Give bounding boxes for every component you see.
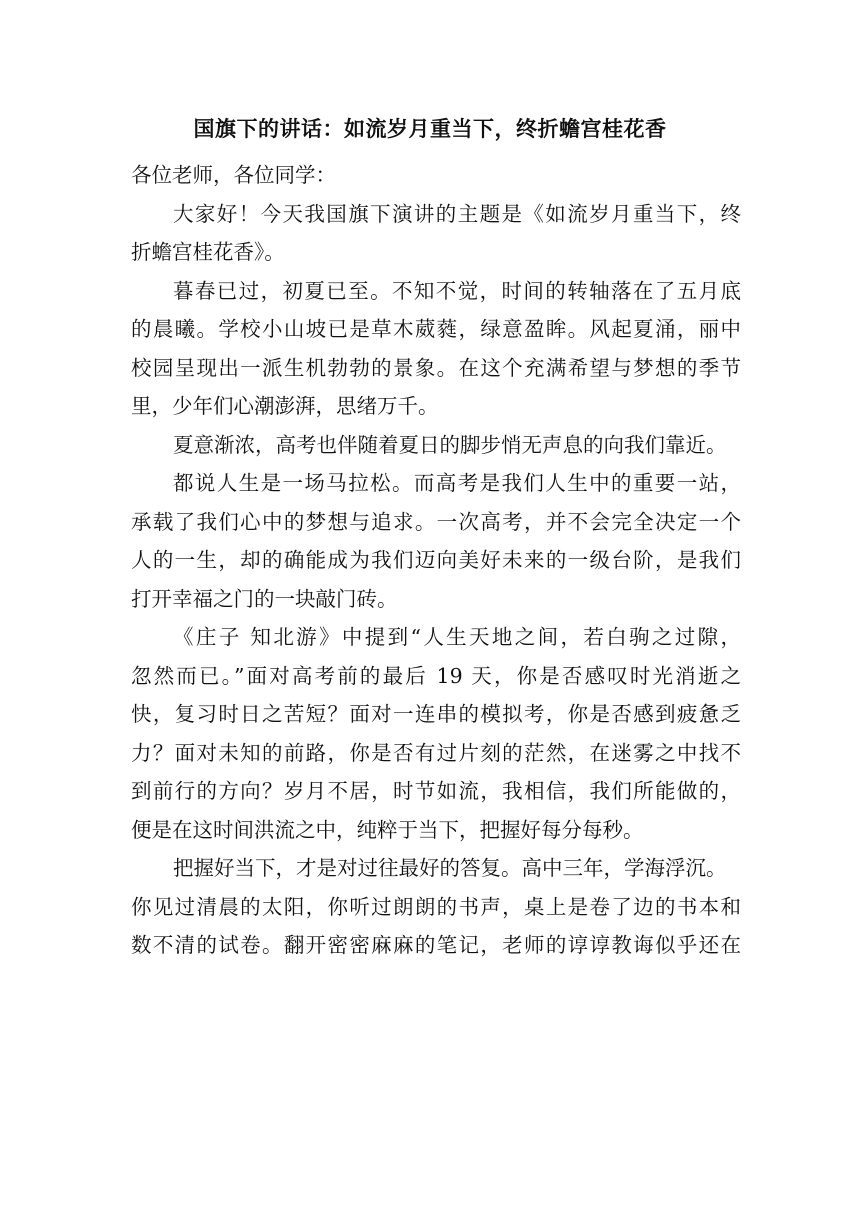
text-line: 力？面对未知的前路，你是否有过片刻的茫然，在迷雾之中找不 bbox=[131, 740, 741, 765]
salutation: 各位老师，各位同学： bbox=[131, 163, 336, 187]
text-line: 到前行的方向？岁月不居，时节如流，我相信，我们所能做的， bbox=[131, 779, 741, 803]
text-line: 人的一生，却的确能成为我们迈向美好未来的一级台阶，是我们 bbox=[131, 548, 741, 572]
text-line: 校园呈现出一派生机勃勃的景象。在这个充满希望与梦想的季节 bbox=[131, 355, 741, 380]
text-line: 便是在这时间洪流之中，纯粹于当下，把握好每分每秒。 bbox=[131, 817, 644, 842]
text-line: 你见过清晨的太阳，你听过朗朗的书声，桌上是卷了边的书本和 bbox=[131, 894, 741, 919]
text-line: 承载了我们心中的梦想与追求。一次高考，并不会完全决定一个 bbox=[131, 509, 741, 534]
text-line: 都说人生是一场马拉松。而高考是我们人生中的重要一站， bbox=[173, 471, 741, 495]
text-line: 把握好当下，才是对过往最好的答复。高中三年，学海浮沉。 bbox=[173, 856, 727, 880]
text-line: 《庄子 知北游》中提到“人生天地之间，若白驹之过隙， bbox=[173, 625, 741, 649]
text-line: 的晨曦。学校小山坡已是草木葳蕤，绿意盈眸。风起夏涌，丽中 bbox=[131, 317, 741, 341]
text-line: 忽然而已。”面对高考前的最后 19 天，你是否感叹时光消逝之 bbox=[131, 663, 741, 688]
text-line: 里，少年们心潮澎湃，思绪万千。 bbox=[131, 394, 439, 418]
document-title: 国旗下的讲话：如流岁月重当下，终折蟾宫桂花香 bbox=[193, 116, 667, 141]
text-line: 快，复习时日之苦短？面对一连串的模拟考，你是否感到疲惫乏 bbox=[131, 702, 741, 726]
document-body bbox=[131, 156, 741, 965]
text-line: 夏意渐浓，高考也伴随着夏日的脚步悄无声息的向我们靠近。 bbox=[173, 432, 727, 457]
text-line: 折蟾宫桂花香》。 bbox=[131, 240, 285, 264]
text-line: 大家好！今天我国旗下演讲的主题是《如流岁月重当下，终 bbox=[173, 201, 741, 226]
text-line: 数不清的试卷。翻开密密麻麻的笔记，老师的谆谆教诲似乎还在 bbox=[131, 933, 741, 957]
text-line: 暮春已过，初夏已至。不知不觉，时间的转轴落在了五月底 bbox=[173, 278, 741, 303]
text-line: 打开幸福之门的一块敲门砖。 bbox=[131, 586, 398, 611]
